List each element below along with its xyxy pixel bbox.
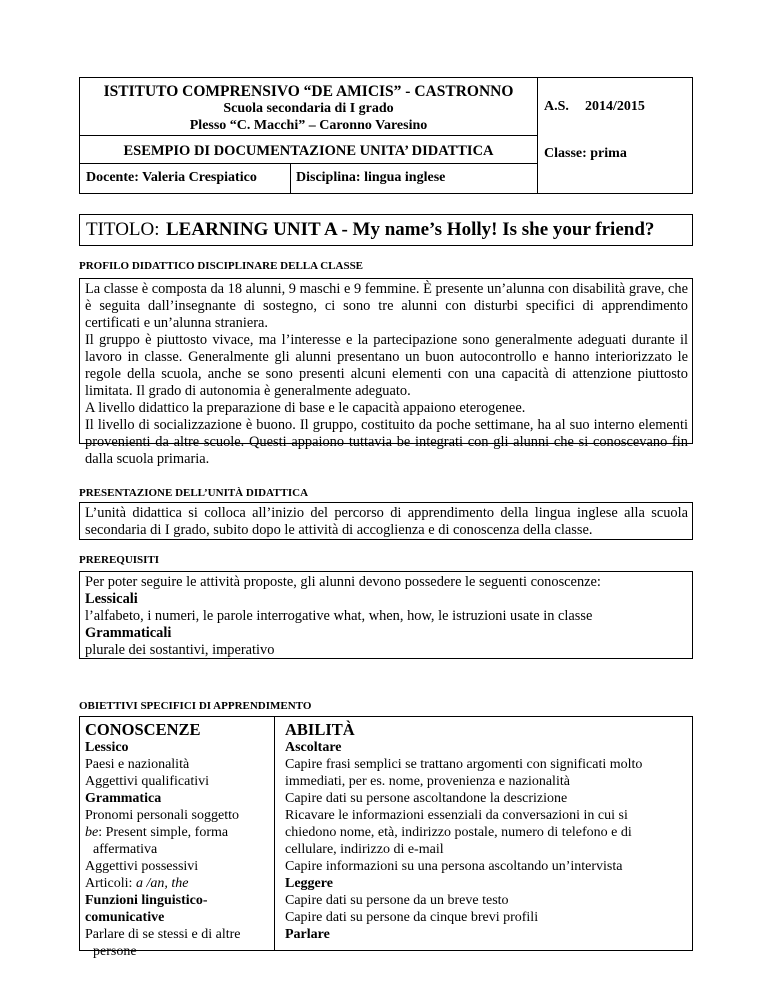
school-info <box>80 78 537 136</box>
subject: Disciplina: lingua inglese <box>296 170 446 185</box>
functions-item-continued: persone <box>93 944 137 959</box>
header-right <box>537 78 693 193</box>
objectives-heading: OBIETTIVI SPECIFICI DI APPRENDIMENTO <box>79 700 312 712</box>
presentation-heading: PRESENTAZIONE DELL’UNITÀ DIDATTICA <box>79 487 309 499</box>
grammar-text: plurale dei sostantivi, imperativo <box>85 642 275 658</box>
teacher-subject-row <box>80 163 537 193</box>
reading-line: Capire dati su persone da un breve testo <box>285 893 509 908</box>
listening-line: Ricavare le informazioni essenziali da conversazioni in cui si <box>285 808 628 823</box>
school-branch: Plesso “C. Macchi” – Caronno Varesino <box>189 118 428 133</box>
lexical-label: Lessicali <box>85 591 138 607</box>
knowledge-column <box>80 717 275 959</box>
document-title-cell <box>80 135 537 164</box>
prerequisites-heading: PREREQUISITI <box>79 554 160 566</box>
document-info <box>80 135 537 193</box>
school-name: ISTITUTO COMPRENSIVO “DE AMICIS” - CASTRONNO <box>103 83 514 100</box>
title-box <box>79 214 693 246</box>
grammar-item-articles <box>85 875 274 892</box>
prerequisites-box <box>79 571 693 659</box>
listening-line: immediati, per es. nome, provenienza e nazionalità <box>285 774 570 789</box>
profile-box <box>79 278 693 467</box>
reading-line: Capire dati su persone da cinque brevi profili <box>285 910 539 925</box>
grammar-item: Aggettivi possessivi <box>85 859 199 874</box>
be-rest-continued: affermativa <box>93 842 158 857</box>
profile-heading: PROFILO DIDATTICO DISCIPLINARE DELLA CLASSE <box>79 260 364 272</box>
lexicon-item: Aggettivi qualificativi <box>85 774 210 789</box>
subject-cell <box>290 163 537 193</box>
listening-line: cellulare, indirizzo di e-mail <box>285 842 444 857</box>
listening-line: chiedono nome, età, indirizzo postale, numero di telefono e di <box>285 825 632 840</box>
knowledge-heading: CONOSCENZE <box>85 720 201 739</box>
functions-label: Funzioni linguistico- <box>85 893 208 908</box>
lexical-text: l’alfabeto, i numeri, le parole interrogative what, when, how, le istruzioni usate in classe <box>85 608 593 624</box>
grammar-section-label: Grammatica <box>85 791 162 806</box>
prerequisites-intro: Per poter seguire le attività proposte, gli alunni devono possedere le seguenti conoscenze: <box>85 574 601 590</box>
teacher: Docente: Valeria Crespiatico <box>86 170 257 185</box>
title-text: LEARNING UNIT A - My name’s Holly! Is she your friend? <box>166 219 655 240</box>
listening-line: Capire frasi semplici se trattano argomenti con significati molto <box>285 757 643 772</box>
listening-line: Capire dati su persone ascoltandone la descrizione <box>285 791 568 806</box>
class-label: Classe: prima <box>544 146 627 161</box>
listening-line: Capire informazioni su una persona ascoltando un’intervista <box>285 859 623 874</box>
teacher-cell <box>80 163 291 193</box>
be-word: be <box>85 825 99 840</box>
school-year: 2014/2015 <box>585 99 645 114</box>
speaking-label: Parlare <box>285 927 330 942</box>
school-year-label: A.S. <box>544 99 569 114</box>
objectives-table <box>79 716 693 959</box>
lexicon-item: Paesi e nazionalità <box>85 757 190 772</box>
profile-paragraph: A livello didattico la preparazione di base e le capacità appaiono eterogenee. <box>85 400 526 416</box>
functions-item: Parlare di se stessi e di altre <box>85 927 241 942</box>
presentation-box <box>79 502 693 540</box>
header-table <box>79 77 693 194</box>
functions-label-continued: comunicative <box>85 910 165 925</box>
grammar-label: Grammaticali <box>85 625 172 641</box>
reading-label: Leggere <box>285 876 333 891</box>
profile-paragraph: Il gruppo è piuttosto vivace, ma l’interesse e la partecipazione sono generalmente adeguati durante il lavoro in classe. Generalmente gli alunni presentano un buon autocontrollo e hanno interiorizzato le regole della scuola, anche se sono presenti alcuni elementi con una capacità di attenzione piuttosto limitata. Il grado di autonomia è generalmente adeguato. <box>85 332 688 399</box>
grammar-item: Pronomi personali soggetto <box>85 808 239 823</box>
presentation-text: L’unità didattica si colloca all’inizio del percorso di apprendimento della lingua inglese alla scuola secondaria di I grado, subito dopo le attività di accoglienza e di conoscenza della classe. <box>85 505 688 538</box>
grammar-item-be <box>85 824 274 841</box>
document-title: ESEMPIO DI DOCUMENTAZIONE UNITA’ DIDATTICA <box>123 143 494 159</box>
skills-column <box>275 717 692 950</box>
profile-paragraph: Il livello di socializzazione è buono. Il gruppo, costituito da poche settimane, ha al suo interno elementi provenienti da altre scuole. Questi appaiono tuttavia be integrati con gli alunni che si conoscevano fin dalla scuola primaria. <box>85 417 688 467</box>
be-rest: : Present simple, forma <box>98 825 229 840</box>
listening-label: Ascoltare <box>285 740 342 755</box>
title-label: TITOLO: <box>86 219 160 240</box>
articles-label: Articoli: <box>85 876 136 891</box>
school-type: Scuola secondaria di I grado <box>223 101 394 116</box>
articles-list: a /an, the <box>135 876 189 891</box>
profile-paragraph: La classe è composta da 18 alunni, 9 maschi e 9 femmine. È presente un’alunna con disabilità grave, che è seguita dall’insegnante di sostegno, ci sono tre alunni con disturbi specifici di apprendimento certificati e un’alunna straniera. <box>85 281 688 331</box>
skills-heading: ABILITÀ <box>285 720 355 739</box>
lexicon-label: Lessico <box>85 740 129 755</box>
header-left <box>80 78 538 193</box>
